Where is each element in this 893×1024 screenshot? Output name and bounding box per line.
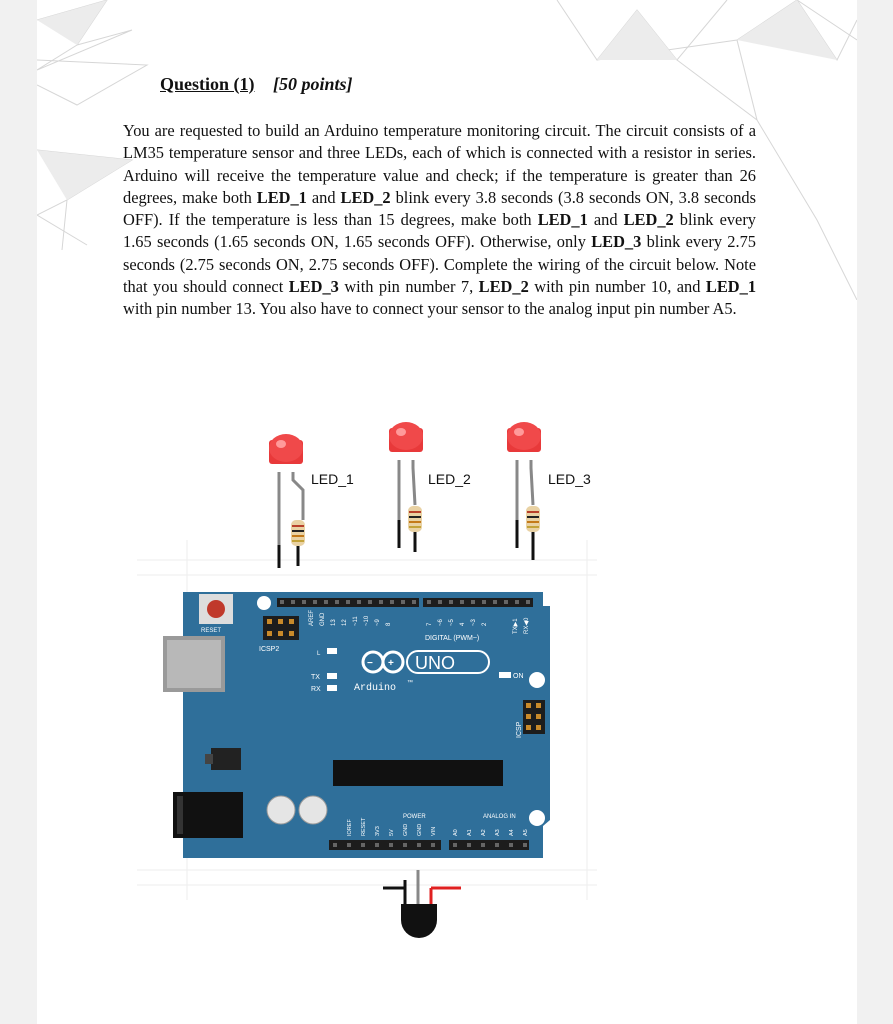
voltage-regulator [211,748,241,770]
arduino-wordmark: Arduino [354,683,397,694]
led-1-label: LED_1 [311,471,354,487]
document-page [37,0,857,1024]
rx-label: RX [311,686,321,693]
power-jack [173,792,243,838]
pin-label: 2 [482,622,488,626]
mounting-hole [529,672,545,688]
mounting-hole [529,810,545,826]
digital-header [277,598,533,607]
body-text-4: blink every 2.75 seconds (2.75 seconds ON, 2.75 seconds OFF). Complete the wiring of the circuit below. Note that you should connect [123,232,756,297]
led3-ref: LED_3 [591,232,642,252]
lm35-sensor [383,870,461,938]
pin-label: GND [403,823,409,836]
led3-ref: LED_3 [288,277,339,297]
capacitor [299,796,327,824]
question-title: Question (1) [160,74,255,94]
rx-led [327,685,337,691]
pin-label: 5V [389,829,395,836]
body-and: and [587,210,624,230]
tx-led [327,673,337,679]
pin-label: ~9 [375,619,381,626]
body-text-2: blink every 3.8 seconds (3.8 seconds ON, 3.8 seconds OFF). If the temperature is less than 15 degrees, make both [123,187,756,230]
icsp2-header [263,616,299,640]
body-text-5: with pin number 7, [338,277,479,297]
pin-label: AREF [309,609,315,626]
on-label: ON [513,673,524,680]
led1-ref: LED_1 [705,277,757,297]
question-points: [50 points] [273,74,353,94]
microcontroller-chip [333,760,503,786]
pin-label: 7 [427,622,433,626]
pin-label: 8 [386,622,392,626]
pin-label: RESET [361,817,367,836]
pin-label: A0 [453,829,459,836]
circuit-diagram [37,0,857,1024]
led1-ref: LED_1 [256,187,307,207]
capacitor [267,796,295,824]
pin-label: RX◀0 [524,617,530,634]
power-header [329,840,529,850]
pin-label: 12 [342,619,348,626]
l-led-label: L [317,651,321,657]
led1-ref: LED_1 [537,210,588,230]
reset-label: RESET [201,628,222,634]
pin-label: A4 [509,829,515,836]
mounting-hole [257,596,271,610]
led-2-label: LED_2 [428,471,471,487]
icsp-label: ICSP [516,721,523,738]
pin-label: A2 [481,829,487,836]
pin-label: 13 [331,619,337,626]
on-led [499,672,511,678]
pin-label: 3V3 [375,826,381,836]
trademark-symbol: ™ [407,680,413,686]
pin-label: A5 [523,829,529,836]
pin-label: A3 [495,829,501,836]
body-and: and [306,187,341,207]
pin-label: A1 [467,829,473,836]
pin-label: VIN [431,826,437,836]
pin-label: ~6 [438,619,444,626]
body-text-3: blink every 1.65 seconds (1.65 seconds ON, 1.65 seconds OFF). Otherwise, only [123,210,756,252]
pin-label: GND [417,823,423,836]
led-2 [389,422,423,552]
led2-ref: LED_2 [478,277,529,297]
pin-label: ~3 [471,619,477,626]
led-3-label: LED_3 [548,471,591,487]
icsp2-label: ICSP2 [259,646,280,653]
body-text-7: with pin number 13. You also have to connect your sensor to the analog input pin number A5. [123,299,737,319]
led-3 [507,422,541,560]
pin-label: TX▶1 [513,618,519,634]
pin-label: 4 [460,622,466,626]
body-text-6: with pin number 10, and [528,277,706,297]
icsp-header [523,700,545,734]
uno-label: UNO [415,653,455,673]
power-label: POWER [403,814,426,820]
svg-text:−: − [367,658,373,669]
led2-ref: LED_2 [340,187,391,207]
l-led [327,648,337,654]
svg-text:+: + [388,658,394,669]
tx-label: TX [311,674,320,681]
led-1 [269,434,305,568]
digital-label: DIGITAL (PWM~) [425,635,480,642]
pin-label: ~5 [449,619,455,626]
pin-label: ~10 [364,615,370,626]
pin-label: ~11 [353,616,359,626]
led2-ref: LED_2 [623,210,674,230]
arduino-uno-board [163,592,550,858]
analog-in-label: ANALOG IN [483,814,516,820]
pin-label: IOREF [347,819,353,836]
body-text-1: You are requested to build an Arduino temperature monitoring circuit. The circuit consists of a LM35 temperature sensor and three LEDs, each of which is connected with a resistor in series. Arduino will receive the temperature value and check; if the temperature is greater than 26 degrees, make both [123,121,756,207]
pin-label: GND [320,612,326,626]
